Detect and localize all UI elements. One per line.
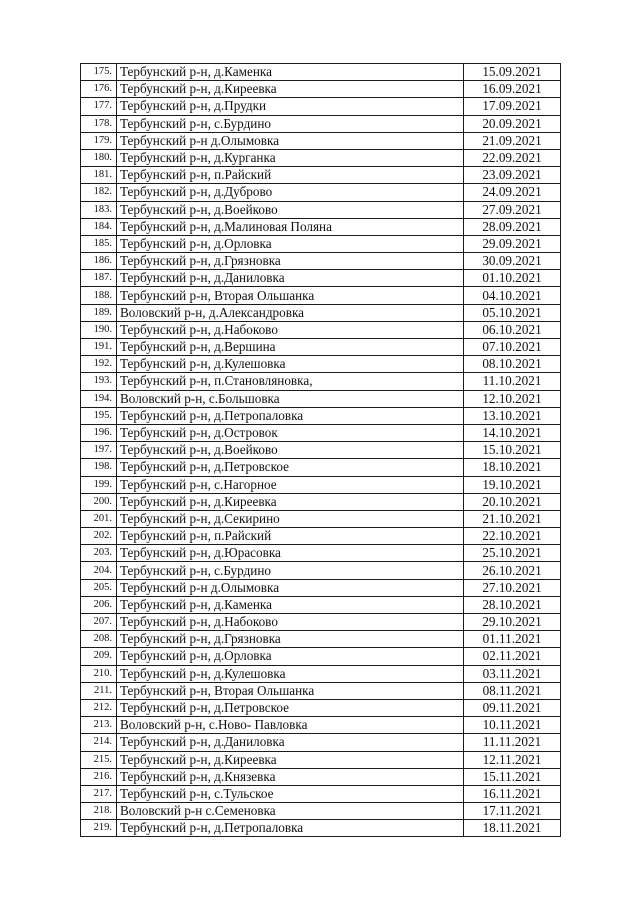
row-number-cell: 199.: [81, 476, 117, 493]
date-cell: 01.10.2021: [464, 270, 561, 287]
location-cell: Тербунский р-н, д.Малиновая Поляна: [117, 218, 464, 235]
date-cell: 28.10.2021: [464, 596, 561, 613]
row-number-cell: 175.: [81, 64, 117, 81]
row-number-cell: 213.: [81, 717, 117, 734]
date-cell: 04.10.2021: [464, 287, 561, 304]
row-number-cell: 209.: [81, 648, 117, 665]
row-number-cell: 205.: [81, 579, 117, 596]
table-row: [81, 424, 561, 441]
location-cell: Тербунский р-н, п.Становляновка,: [117, 373, 464, 390]
date-cell: 22.10.2021: [464, 528, 561, 545]
date-cell: 03.11.2021: [464, 665, 561, 682]
row-number-cell: 179.: [81, 132, 117, 149]
table-row: [81, 648, 561, 665]
row-number-cell: 178.: [81, 115, 117, 132]
location-cell: Тербунский р-н, д.Воейково: [117, 201, 464, 218]
row-number-cell: 219.: [81, 820, 117, 837]
location-cell: Тербунский р-н, с.Бурдино: [117, 115, 464, 132]
table-row: [81, 682, 561, 699]
date-cell: 30.09.2021: [464, 253, 561, 270]
location-cell: Воловский р-н с.Семеновка: [117, 803, 464, 820]
location-cell: Тербунский р-н, д.Воейково: [117, 442, 464, 459]
row-number-cell: 212.: [81, 699, 117, 716]
location-cell: Тербунский р-н, д.Каменка: [117, 64, 464, 81]
table-row: [81, 545, 561, 562]
date-cell: 02.11.2021: [464, 648, 561, 665]
table-row: [81, 562, 561, 579]
row-number-cell: 206.: [81, 596, 117, 613]
table-row: [81, 734, 561, 751]
location-cell: Тербунский р-н, д.Дуброво: [117, 184, 464, 201]
location-cell: Тербунский р-н, с.Бурдино: [117, 562, 464, 579]
location-cell: Тербунский р-н, д.Киреевка: [117, 81, 464, 98]
date-cell: 18.11.2021: [464, 820, 561, 837]
date-cell: 24.09.2021: [464, 184, 561, 201]
date-cell: 21.10.2021: [464, 510, 561, 527]
date-cell: 27.10.2021: [464, 579, 561, 596]
location-cell: Тербунский р-н д.Олымовка: [117, 132, 464, 149]
date-cell: 12.10.2021: [464, 390, 561, 407]
date-cell: 18.10.2021: [464, 459, 561, 476]
location-cell: Тербунский р-н, д.Юрасовка: [117, 545, 464, 562]
date-cell: 17.09.2021: [464, 98, 561, 115]
location-cell: Тербунский р-н, д.Каменка: [117, 596, 464, 613]
date-cell: 20.10.2021: [464, 493, 561, 510]
table-row: [81, 98, 561, 115]
date-cell: 20.09.2021: [464, 115, 561, 132]
table-row: [81, 614, 561, 631]
row-number-cell: 184.: [81, 218, 117, 235]
location-cell: Тербунский р-н, Вторая Ольшанка: [117, 682, 464, 699]
table-row: [81, 339, 561, 356]
location-cell: Тербунский р-н, д.Орловка: [117, 648, 464, 665]
location-cell: Воловский р-н, с.Большовка: [117, 390, 464, 407]
table-row: [81, 287, 561, 304]
row-number-cell: 188.: [81, 287, 117, 304]
table-row: [81, 270, 561, 287]
location-cell: Тербунский р-н, д.Даниловка: [117, 734, 464, 751]
location-cell: Тербунский р-н, Вторая Ольшанка: [117, 287, 464, 304]
row-number-cell: 202.: [81, 528, 117, 545]
location-cell: Тербунский р-н д.Олымовка: [117, 579, 464, 596]
row-number-cell: 193.: [81, 373, 117, 390]
table-row: [81, 218, 561, 235]
table-row: [81, 528, 561, 545]
row-number-cell: 200.: [81, 493, 117, 510]
table-row: [81, 699, 561, 716]
location-cell: Тербунский р-н, с.Нагорное: [117, 476, 464, 493]
date-cell: 06.10.2021: [464, 321, 561, 338]
date-cell: 23.09.2021: [464, 167, 561, 184]
row-number-cell: 186.: [81, 253, 117, 270]
row-number-cell: 198.: [81, 459, 117, 476]
table-row: [81, 167, 561, 184]
row-number-cell: 180.: [81, 149, 117, 166]
location-cell: Тербунский р-н, д.Петропаловка: [117, 820, 464, 837]
table-row: [81, 356, 561, 373]
row-number-cell: 189.: [81, 304, 117, 321]
location-cell: Тербунский р-н, д.Кулешовка: [117, 665, 464, 682]
schedule-table-body: [81, 64, 561, 837]
table-row: [81, 201, 561, 218]
table-row: [81, 459, 561, 476]
table-row: [81, 81, 561, 98]
location-cell: Тербунский р-н, д.Орловка: [117, 235, 464, 252]
table-row: [81, 785, 561, 802]
row-number-cell: 208.: [81, 631, 117, 648]
location-cell: Тербунский р-н, п.Райский: [117, 167, 464, 184]
location-cell: Тербунский р-н, д.Вершина: [117, 339, 464, 356]
table-row: [81, 390, 561, 407]
table-row: [81, 373, 561, 390]
date-cell: 19.10.2021: [464, 476, 561, 493]
row-number-cell: 214.: [81, 734, 117, 751]
table-row: [81, 304, 561, 321]
date-cell: 15.09.2021: [464, 64, 561, 81]
row-number-cell: 211.: [81, 682, 117, 699]
table-row: [81, 820, 561, 837]
row-number-cell: 210.: [81, 665, 117, 682]
row-number-cell: 192.: [81, 356, 117, 373]
row-number-cell: 196.: [81, 424, 117, 441]
row-number-cell: 194.: [81, 390, 117, 407]
location-cell: Тербунский р-н, д.Киреевка: [117, 493, 464, 510]
row-number-cell: 218.: [81, 803, 117, 820]
table-row: [81, 803, 561, 820]
date-cell: 29.09.2021: [464, 235, 561, 252]
row-number-cell: 201.: [81, 510, 117, 527]
location-cell: Воловский р-н, д.Александровка: [117, 304, 464, 321]
location-cell: Тербунский р-н, д.Петровское: [117, 459, 464, 476]
table-row: [81, 493, 561, 510]
row-number-cell: 207.: [81, 614, 117, 631]
table-row: [81, 64, 561, 81]
location-cell: Воловский р-н, с.Ново- Павловка: [117, 717, 464, 734]
row-number-cell: 176.: [81, 81, 117, 98]
row-number-cell: 182.: [81, 184, 117, 201]
row-number-cell: 216.: [81, 768, 117, 785]
row-number-cell: 190.: [81, 321, 117, 338]
row-number-cell: 183.: [81, 201, 117, 218]
table-row: [81, 321, 561, 338]
location-cell: Тербунский р-н, д.Грязновка: [117, 253, 464, 270]
row-number-cell: 204.: [81, 562, 117, 579]
row-number-cell: 191.: [81, 339, 117, 356]
row-number-cell: 197.: [81, 442, 117, 459]
table-row: [81, 149, 561, 166]
date-cell: 16.11.2021: [464, 785, 561, 802]
row-number-cell: 217.: [81, 785, 117, 802]
table-row: [81, 596, 561, 613]
location-cell: Тербунский р-н, д.Секирино: [117, 510, 464, 527]
table-row: [81, 768, 561, 785]
table-row: [81, 442, 561, 459]
date-cell: 25.10.2021: [464, 545, 561, 562]
location-cell: Тербунский р-н, д.Островок: [117, 424, 464, 441]
row-number-cell: 203.: [81, 545, 117, 562]
location-cell: Тербунский р-н, д.Князевка: [117, 768, 464, 785]
table-row: [81, 132, 561, 149]
date-cell: 11.10.2021: [464, 373, 561, 390]
date-cell: 08.11.2021: [464, 682, 561, 699]
date-cell: 05.10.2021: [464, 304, 561, 321]
location-cell: Тербунский р-н, д.Киреевка: [117, 751, 464, 768]
date-cell: 07.10.2021: [464, 339, 561, 356]
row-number-cell: 185.: [81, 235, 117, 252]
date-cell: 28.09.2021: [464, 218, 561, 235]
date-cell: 12.11.2021: [464, 751, 561, 768]
table-row: [81, 751, 561, 768]
date-cell: 16.09.2021: [464, 81, 561, 98]
row-number-cell: 195.: [81, 407, 117, 424]
date-cell: 27.09.2021: [464, 201, 561, 218]
location-cell: Тербунский р-н, д.Курганка: [117, 149, 464, 166]
row-number-cell: 181.: [81, 167, 117, 184]
location-cell: Тербунский р-н, д.Набоково: [117, 321, 464, 338]
date-cell: 21.09.2021: [464, 132, 561, 149]
table-row: [81, 253, 561, 270]
date-cell: 08.10.2021: [464, 356, 561, 373]
table-row: [81, 717, 561, 734]
location-cell: Тербунский р-н, д.Петровское: [117, 699, 464, 716]
date-cell: 26.10.2021: [464, 562, 561, 579]
table-row: [81, 235, 561, 252]
date-cell: 13.10.2021: [464, 407, 561, 424]
location-cell: Тербунский р-н, д.Грязновка: [117, 631, 464, 648]
location-cell: Тербунский р-н, д.Даниловка: [117, 270, 464, 287]
schedule-table: [80, 63, 561, 837]
location-cell: Тербунский р-н, д.Петропаловка: [117, 407, 464, 424]
date-cell: 15.11.2021: [464, 768, 561, 785]
date-cell: 09.11.2021: [464, 699, 561, 716]
table-row: [81, 579, 561, 596]
date-cell: 10.11.2021: [464, 717, 561, 734]
date-cell: 01.11.2021: [464, 631, 561, 648]
location-cell: Тербунский р-н, с.Тульское: [117, 785, 464, 802]
table-row: [81, 184, 561, 201]
location-cell: Тербунский р-н, д.Кулешовка: [117, 356, 464, 373]
date-cell: 14.10.2021: [464, 424, 561, 441]
date-cell: 29.10.2021: [464, 614, 561, 631]
date-cell: 22.09.2021: [464, 149, 561, 166]
table-row: [81, 510, 561, 527]
table-row: [81, 476, 561, 493]
location-cell: Тербунский р-н, д.Набоково: [117, 614, 464, 631]
table-row: [81, 665, 561, 682]
row-number-cell: 187.: [81, 270, 117, 287]
row-number-cell: 215.: [81, 751, 117, 768]
table-row: [81, 115, 561, 132]
date-cell: 11.11.2021: [464, 734, 561, 751]
location-cell: Тербунский р-н, д.Прудки: [117, 98, 464, 115]
table-row: [81, 631, 561, 648]
table-row: [81, 407, 561, 424]
row-number-cell: 177.: [81, 98, 117, 115]
date-cell: 17.11.2021: [464, 803, 561, 820]
date-cell: 15.10.2021: [464, 442, 561, 459]
location-cell: Тербунский р-н, п.Райский: [117, 528, 464, 545]
